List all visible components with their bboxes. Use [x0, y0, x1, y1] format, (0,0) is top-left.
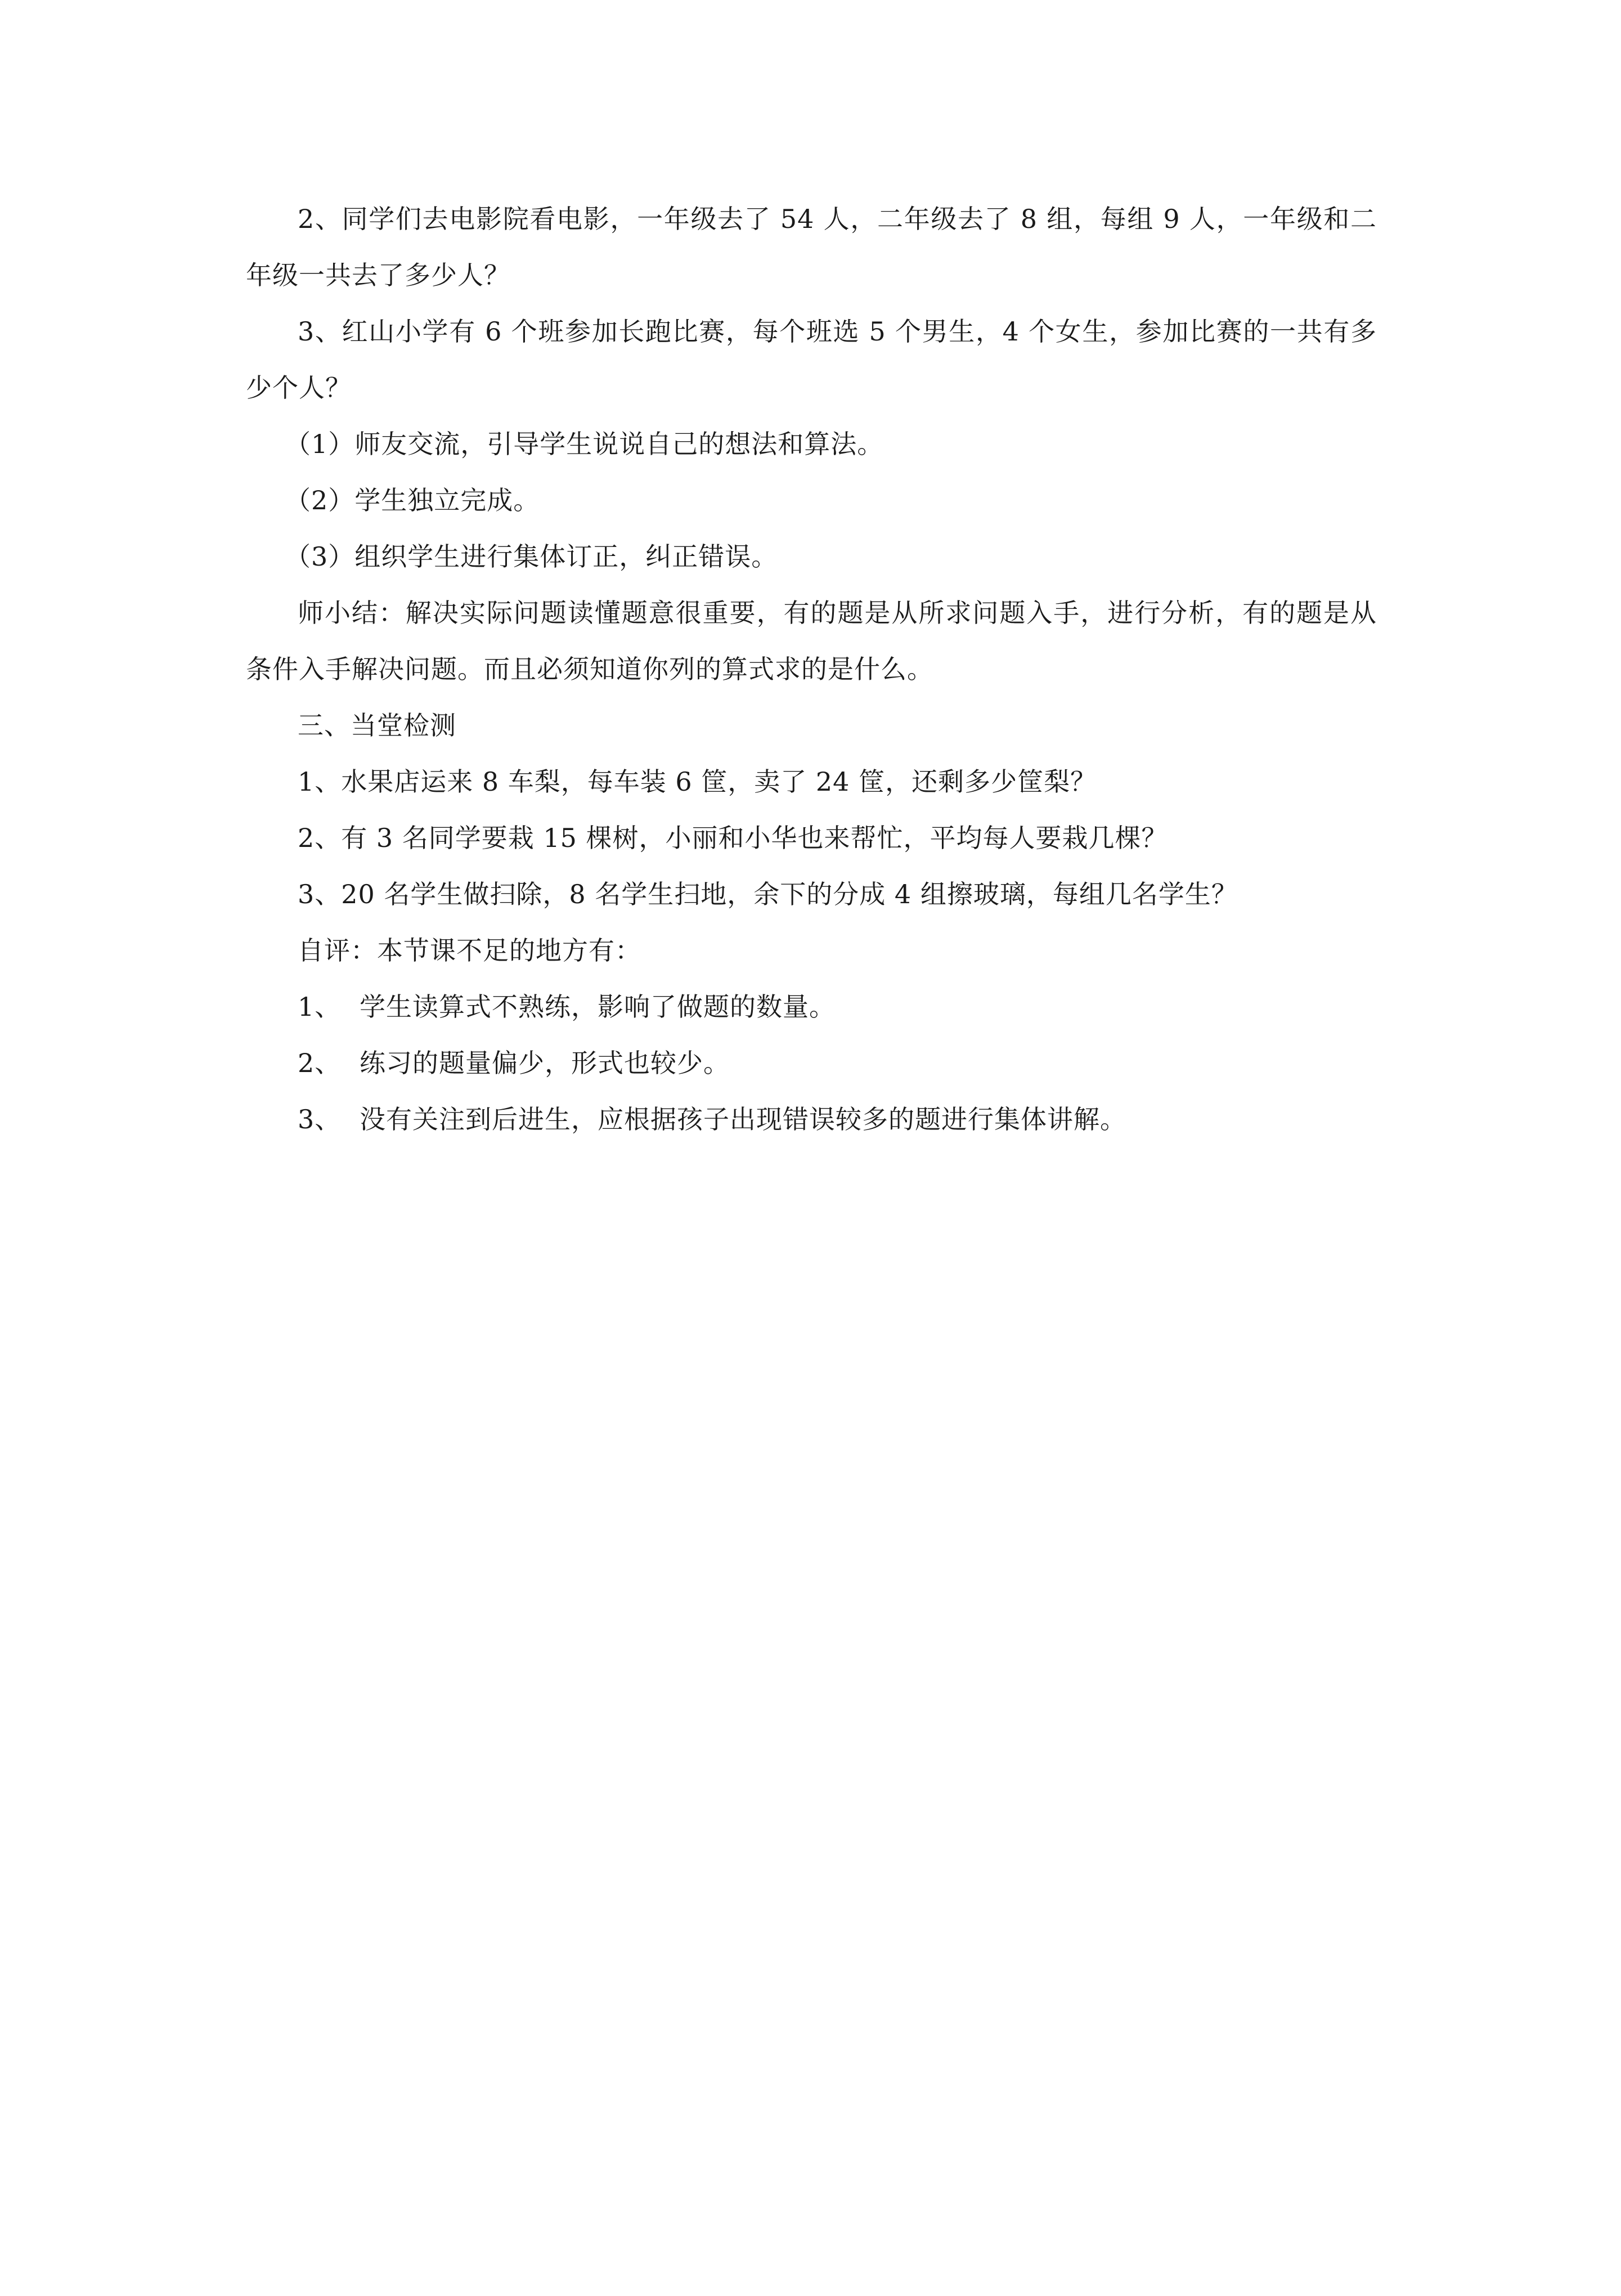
step-2: （2）学生独立完成。	[285, 485, 540, 515]
step-3: （3）组织学生进行集体订正，纠正错误。	[285, 541, 778, 572]
practice-problem-2: 2、同学们去电影院看电影，一年级去了 54 人，二年级去了 8 组，每组 9 人，一年级和二年级一共去了多少人？	[246, 204, 1377, 290]
list-number: 2、	[298, 1048, 342, 1078]
list-text: 没有关注到后进生，应根据孩子出现错误较多的题进行集体讲解。	[360, 1104, 1126, 1134]
section-heading-test: 三、当堂检测	[298, 710, 456, 741]
teacher-summary: 师小结：解决实际问题读懂题意很重要，有的题是从所求问题入手，进行分析，有的题是从条件入手解决问题。而且必须知道你列的算式求的是什么。	[246, 598, 1377, 684]
test-question-1: 1、水果店运来 8 车梨，每车装 6 筐，卖了 24 筐，还剩多少筐梨？	[298, 766, 1097, 797]
list-text: 学生读算式不熟练，影响了做题的数量。	[360, 992, 836, 1022]
test-question-2: 2、有 3 名同学要栽 15 棵树，小丽和小华也来帮忙，平均每人要栽几棵？	[298, 823, 1168, 853]
self-eval-item-1	[246, 979, 1377, 1035]
self-eval-heading: 自评：本节课不足的地方有：	[298, 935, 641, 966]
list-text: 练习的题量偏少，形式也较少。	[360, 1048, 730, 1078]
practice-problem-3: 3、红山小学有 6 个班参加长跑比赛，每个班选 5 个男生，4 个女生，参加比赛的一共有多少个人？	[246, 316, 1377, 403]
self-eval-item-2	[246, 1035, 1377, 1091]
document-body	[246, 191, 1377, 1147]
list-number: 3、	[298, 1104, 342, 1134]
step-1: （1）师友交流，引导学生说说自己的想法和算法。	[285, 429, 884, 459]
list-number: 1、	[298, 992, 342, 1022]
self-eval-item-3	[246, 1091, 1377, 1147]
test-question-3: 3、20 名学生做扫除，8 名学生扫地，余下的分成 4 组擦玻璃，每组几名学生？	[298, 879, 1238, 909]
